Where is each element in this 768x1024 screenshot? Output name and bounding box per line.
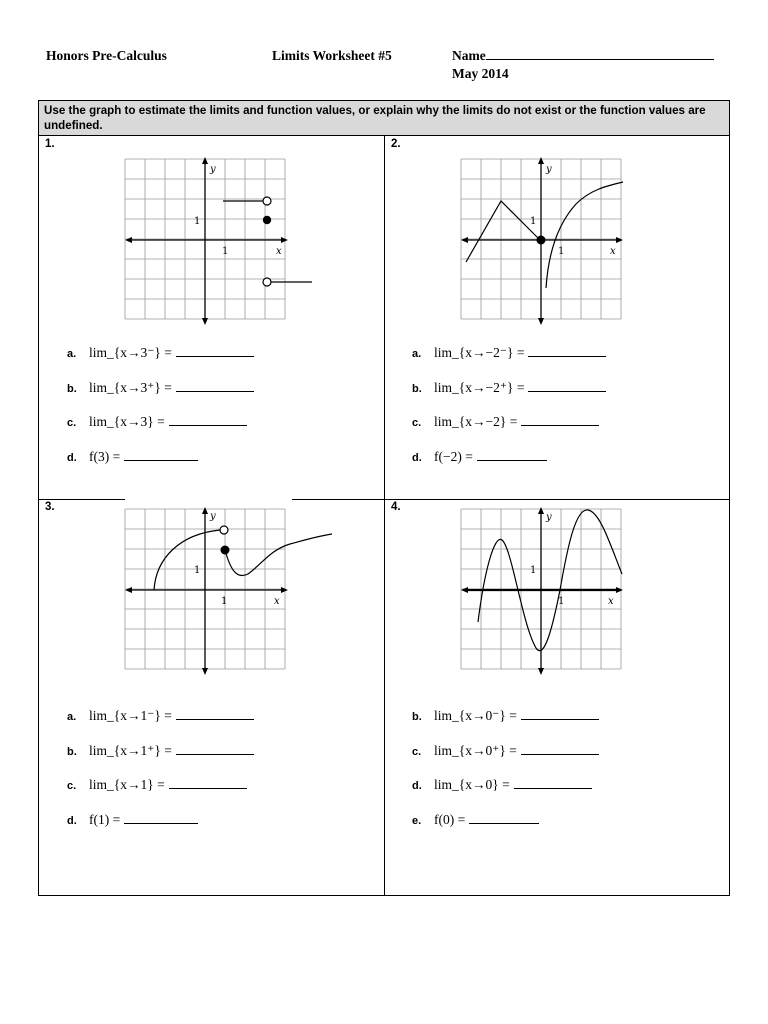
- instructions: Use the graph to estimate the limits and function values, or explain why the limits do not exist or the function values are undefined.: [39, 101, 729, 136]
- name-label: Name: [452, 48, 486, 63]
- answer-blank[interactable]: [176, 381, 254, 392]
- date-label: May 2014: [452, 66, 509, 81]
- graph-4-wave-curve: [478, 510, 622, 651]
- answer-blank[interactable]: [514, 778, 592, 789]
- y-axis-label: y: [546, 512, 552, 523]
- question-expression: lim_{x→3⁻} =: [89, 345, 172, 360]
- question-1-b[interactable]: [67, 380, 254, 396]
- question-4-e[interactable]: [412, 812, 539, 828]
- y-axis-label: y: [210, 511, 216, 522]
- name-line[interactable]: [486, 48, 714, 60]
- question-letter: c.: [67, 417, 77, 429]
- question-letter: d.: [67, 814, 77, 827]
- question-letter: b.: [67, 382, 77, 395]
- question-expression: lim_{x→0⁺} =: [434, 742, 517, 758]
- answer-blank[interactable]: [169, 415, 247, 426]
- answer-blank[interactable]: [176, 744, 254, 755]
- question-letter: b.: [412, 382, 422, 395]
- question-1-a[interactable]: [67, 345, 254, 361]
- question-4-d[interactable]: [412, 777, 592, 793]
- question-expression: lim_{x→0} =: [434, 777, 510, 792]
- question-expression: lim_{x→3} =: [89, 414, 165, 429]
- x-tick-1: 1: [558, 246, 565, 257]
- question-3-d[interactable]: [67, 812, 198, 828]
- graph-1-open-point-top: [263, 197, 271, 205]
- question-2-d[interactable]: [412, 449, 547, 465]
- answer-blank[interactable]: [521, 709, 599, 720]
- answer-blank[interactable]: [528, 381, 606, 392]
- question-3-a[interactable]: [67, 708, 254, 724]
- question-2-b[interactable]: [412, 380, 606, 396]
- row-divider-right: [292, 499, 730, 500]
- graph-1-open-point-bottom: [263, 278, 271, 286]
- question-letter: d.: [412, 780, 422, 792]
- question-expression: lim_{x→1⁻} =: [89, 708, 172, 723]
- graph-3-left-curve: [154, 530, 220, 590]
- y-tick-1: 1: [530, 216, 537, 227]
- x-tick-1: 1: [558, 596, 565, 607]
- x-axis-label: x: [274, 596, 280, 607]
- question-expression: lim_{x→3⁺} =: [89, 379, 172, 395]
- problem-number-3: 3.: [45, 501, 55, 513]
- question-expression: f(0) =: [434, 811, 466, 827]
- question-expression: lim_{x→1⁺} =: [89, 742, 172, 758]
- answer-blank[interactable]: [469, 813, 539, 824]
- graph-3: [120, 504, 335, 676]
- y-tick-1: 1: [194, 565, 201, 576]
- y-tick-1: 1: [194, 216, 201, 227]
- x-tick-1: 1: [222, 246, 229, 257]
- question-expression: lim_{x→1} =: [89, 777, 165, 792]
- question-expression: lim_{x→0⁻} =: [434, 708, 517, 723]
- answer-blank[interactable]: [477, 450, 547, 461]
- x-tick-1: 1: [221, 596, 228, 607]
- row-divider-left: [39, 499, 125, 500]
- name-field[interactable]: [452, 48, 714, 64]
- answer-blank[interactable]: [169, 778, 247, 789]
- question-letter: b.: [67, 745, 77, 758]
- question-letter: b.: [412, 711, 422, 723]
- question-expression: lim_{x→−2⁻} =: [434, 345, 525, 360]
- question-letter: a.: [412, 348, 422, 360]
- column-divider: [384, 136, 385, 896]
- question-expression: lim_{x→−2} =: [434, 414, 518, 429]
- graph-1-closed-point: [263, 216, 271, 224]
- question-1-c[interactable]: [67, 414, 247, 430]
- question-4-b[interactable]: [412, 708, 599, 724]
- question-3-b[interactable]: [67, 743, 254, 759]
- question-expression: f(−2) =: [434, 448, 473, 464]
- x-axis-label: x: [276, 246, 282, 257]
- question-2-a[interactable]: [412, 345, 606, 361]
- question-letter: d.: [67, 451, 77, 464]
- graph-3-open-point: [220, 526, 228, 534]
- answer-blank[interactable]: [176, 346, 254, 357]
- question-2-c[interactable]: [412, 414, 599, 430]
- answer-blank[interactable]: [521, 744, 599, 755]
- graph-2-left-piece: [466, 201, 540, 262]
- graph-3-closed-point: [221, 546, 230, 555]
- graph-2: [456, 154, 626, 326]
- graph-2-right-curve: [546, 182, 623, 288]
- question-3-c[interactable]: [67, 777, 247, 793]
- graph-2-closed-point: [537, 236, 546, 245]
- question-letter: c.: [412, 745, 422, 758]
- answer-blank[interactable]: [124, 813, 198, 824]
- y-axis-label: y: [210, 164, 216, 175]
- problem-number-1: 1.: [45, 138, 55, 150]
- course-title: Honors Pre-Calculus: [46, 48, 167, 63]
- question-letter: c.: [412, 417, 422, 429]
- x-axis-label: x: [610, 246, 616, 257]
- answer-blank[interactable]: [521, 415, 599, 426]
- answer-blank[interactable]: [528, 346, 606, 357]
- graph-4: [456, 504, 626, 676]
- question-letter: c.: [67, 780, 77, 792]
- question-4-c[interactable]: [412, 743, 599, 759]
- problem-number-4: 4.: [391, 501, 401, 513]
- question-expression: f(1) =: [89, 811, 121, 827]
- question-letter: d.: [412, 451, 422, 464]
- y-axis-label: y: [546, 164, 552, 175]
- y-tick-1: 1: [530, 565, 537, 576]
- answer-blank[interactable]: [124, 450, 198, 461]
- problem-number-2: 2.: [391, 138, 401, 150]
- question-letter: a.: [67, 711, 77, 723]
- question-expression: f(3) =: [89, 448, 121, 464]
- question-1-d[interactable]: [67, 449, 198, 465]
- question-letter: e.: [412, 814, 422, 827]
- worksheet-title: Limits Worksheet #5: [272, 48, 392, 63]
- graph-1: [120, 154, 320, 326]
- answer-blank[interactable]: [176, 709, 254, 720]
- question-expression: lim_{x→−2⁺} =: [434, 379, 525, 395]
- question-letter: a.: [67, 348, 77, 360]
- x-axis-label: x: [608, 596, 614, 607]
